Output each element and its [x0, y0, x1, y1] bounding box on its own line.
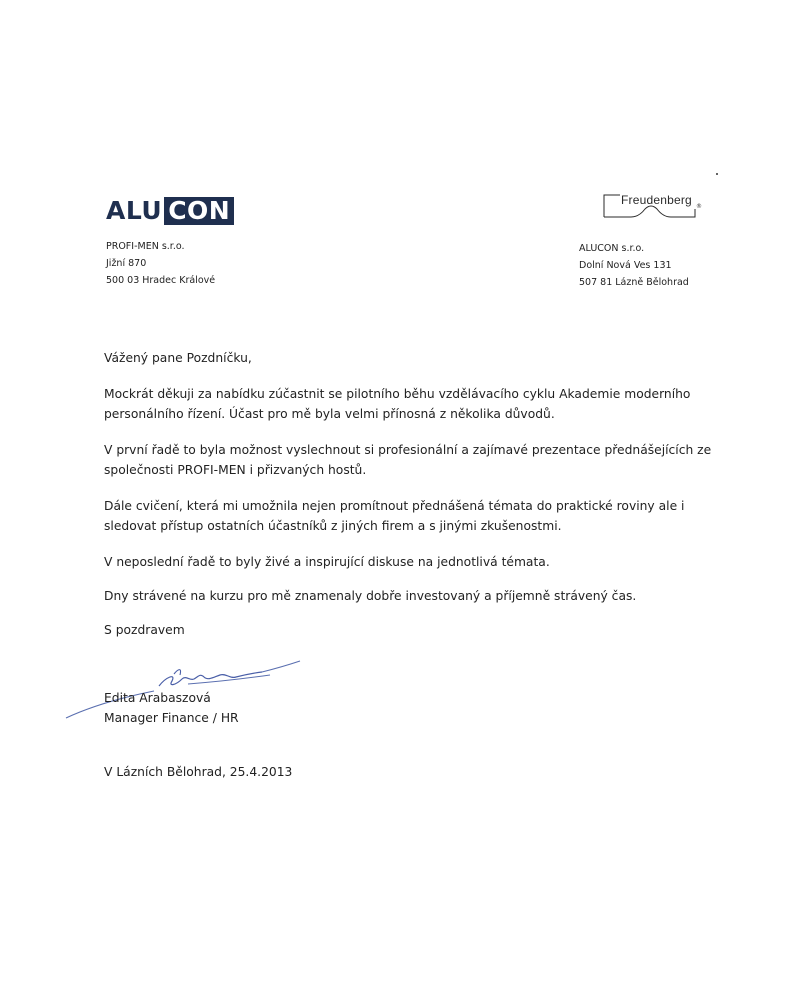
letter-paragraph: V první řadě to byla možnost vyslechnout si profesionální a zajímavé prezentace přednášejících ze společnosti PROFI-MEN i přizvaných hostů.	[104, 443, 712, 477]
sender-address-line: PROFI-MEN s.r.o.	[106, 241, 185, 252]
recipient-address-line: ALUCON s.r.o.	[579, 243, 645, 254]
letter-paragraph: Mockrát děkuji za nabídku zúčastnit se pilotního běhu vzdělávacího cyklu Akademie moderního personálního řízení. Účast pro mě byla velmi přínosná z několika důvodů.	[104, 387, 691, 421]
recipient-address-line: 507 81 Lázně Bělohrad	[579, 277, 689, 288]
freudenberg-logo-text: Freudenberg	[621, 193, 692, 207]
registered-mark: ®	[696, 203, 702, 210]
letter-greeting: Vážený pane Pozdníčku,	[104, 351, 252, 365]
alucon-logo-part1: ALU	[106, 196, 163, 225]
freudenberg-logo	[603, 193, 701, 221]
signer-name: Edita Arabaszová	[104, 691, 211, 705]
sender-address	[106, 238, 215, 289]
recipient-address	[579, 240, 689, 291]
recipient-address-line: Dolní Nová Ves 131	[579, 260, 672, 271]
letter-paragraph: Dále cvičení, která mi umožnila nejen promítnout přednášená témata do praktické roviny ale i sledovat přístup ostatních účastníků z jiných firem a s jinými zkušenostmi.	[104, 499, 685, 533]
signer-title: Manager Finance / HR	[104, 711, 239, 725]
sender-address-line: 500 03 Hradec Králové	[106, 275, 216, 286]
letter-closing: S pozdravem	[104, 623, 185, 637]
date-line: V Lázních Bělohrad, 25.4.2013	[104, 765, 293, 779]
letter-paragraph: V neposlední řadě to byly živé a inspirující diskuse na jednotlivá témata.	[104, 555, 550, 569]
sender-address-line: Jižní 870	[106, 258, 147, 269]
alucon-logo-part2: CON	[164, 197, 234, 225]
signature-block	[104, 688, 239, 728]
scan-speck	[716, 173, 718, 175]
letter-paragraph: Dny strávené na kurzu pro mě znamenaly dobře investovaný a příjemně strávený čas.	[104, 589, 637, 603]
alucon-logo	[106, 198, 234, 224]
